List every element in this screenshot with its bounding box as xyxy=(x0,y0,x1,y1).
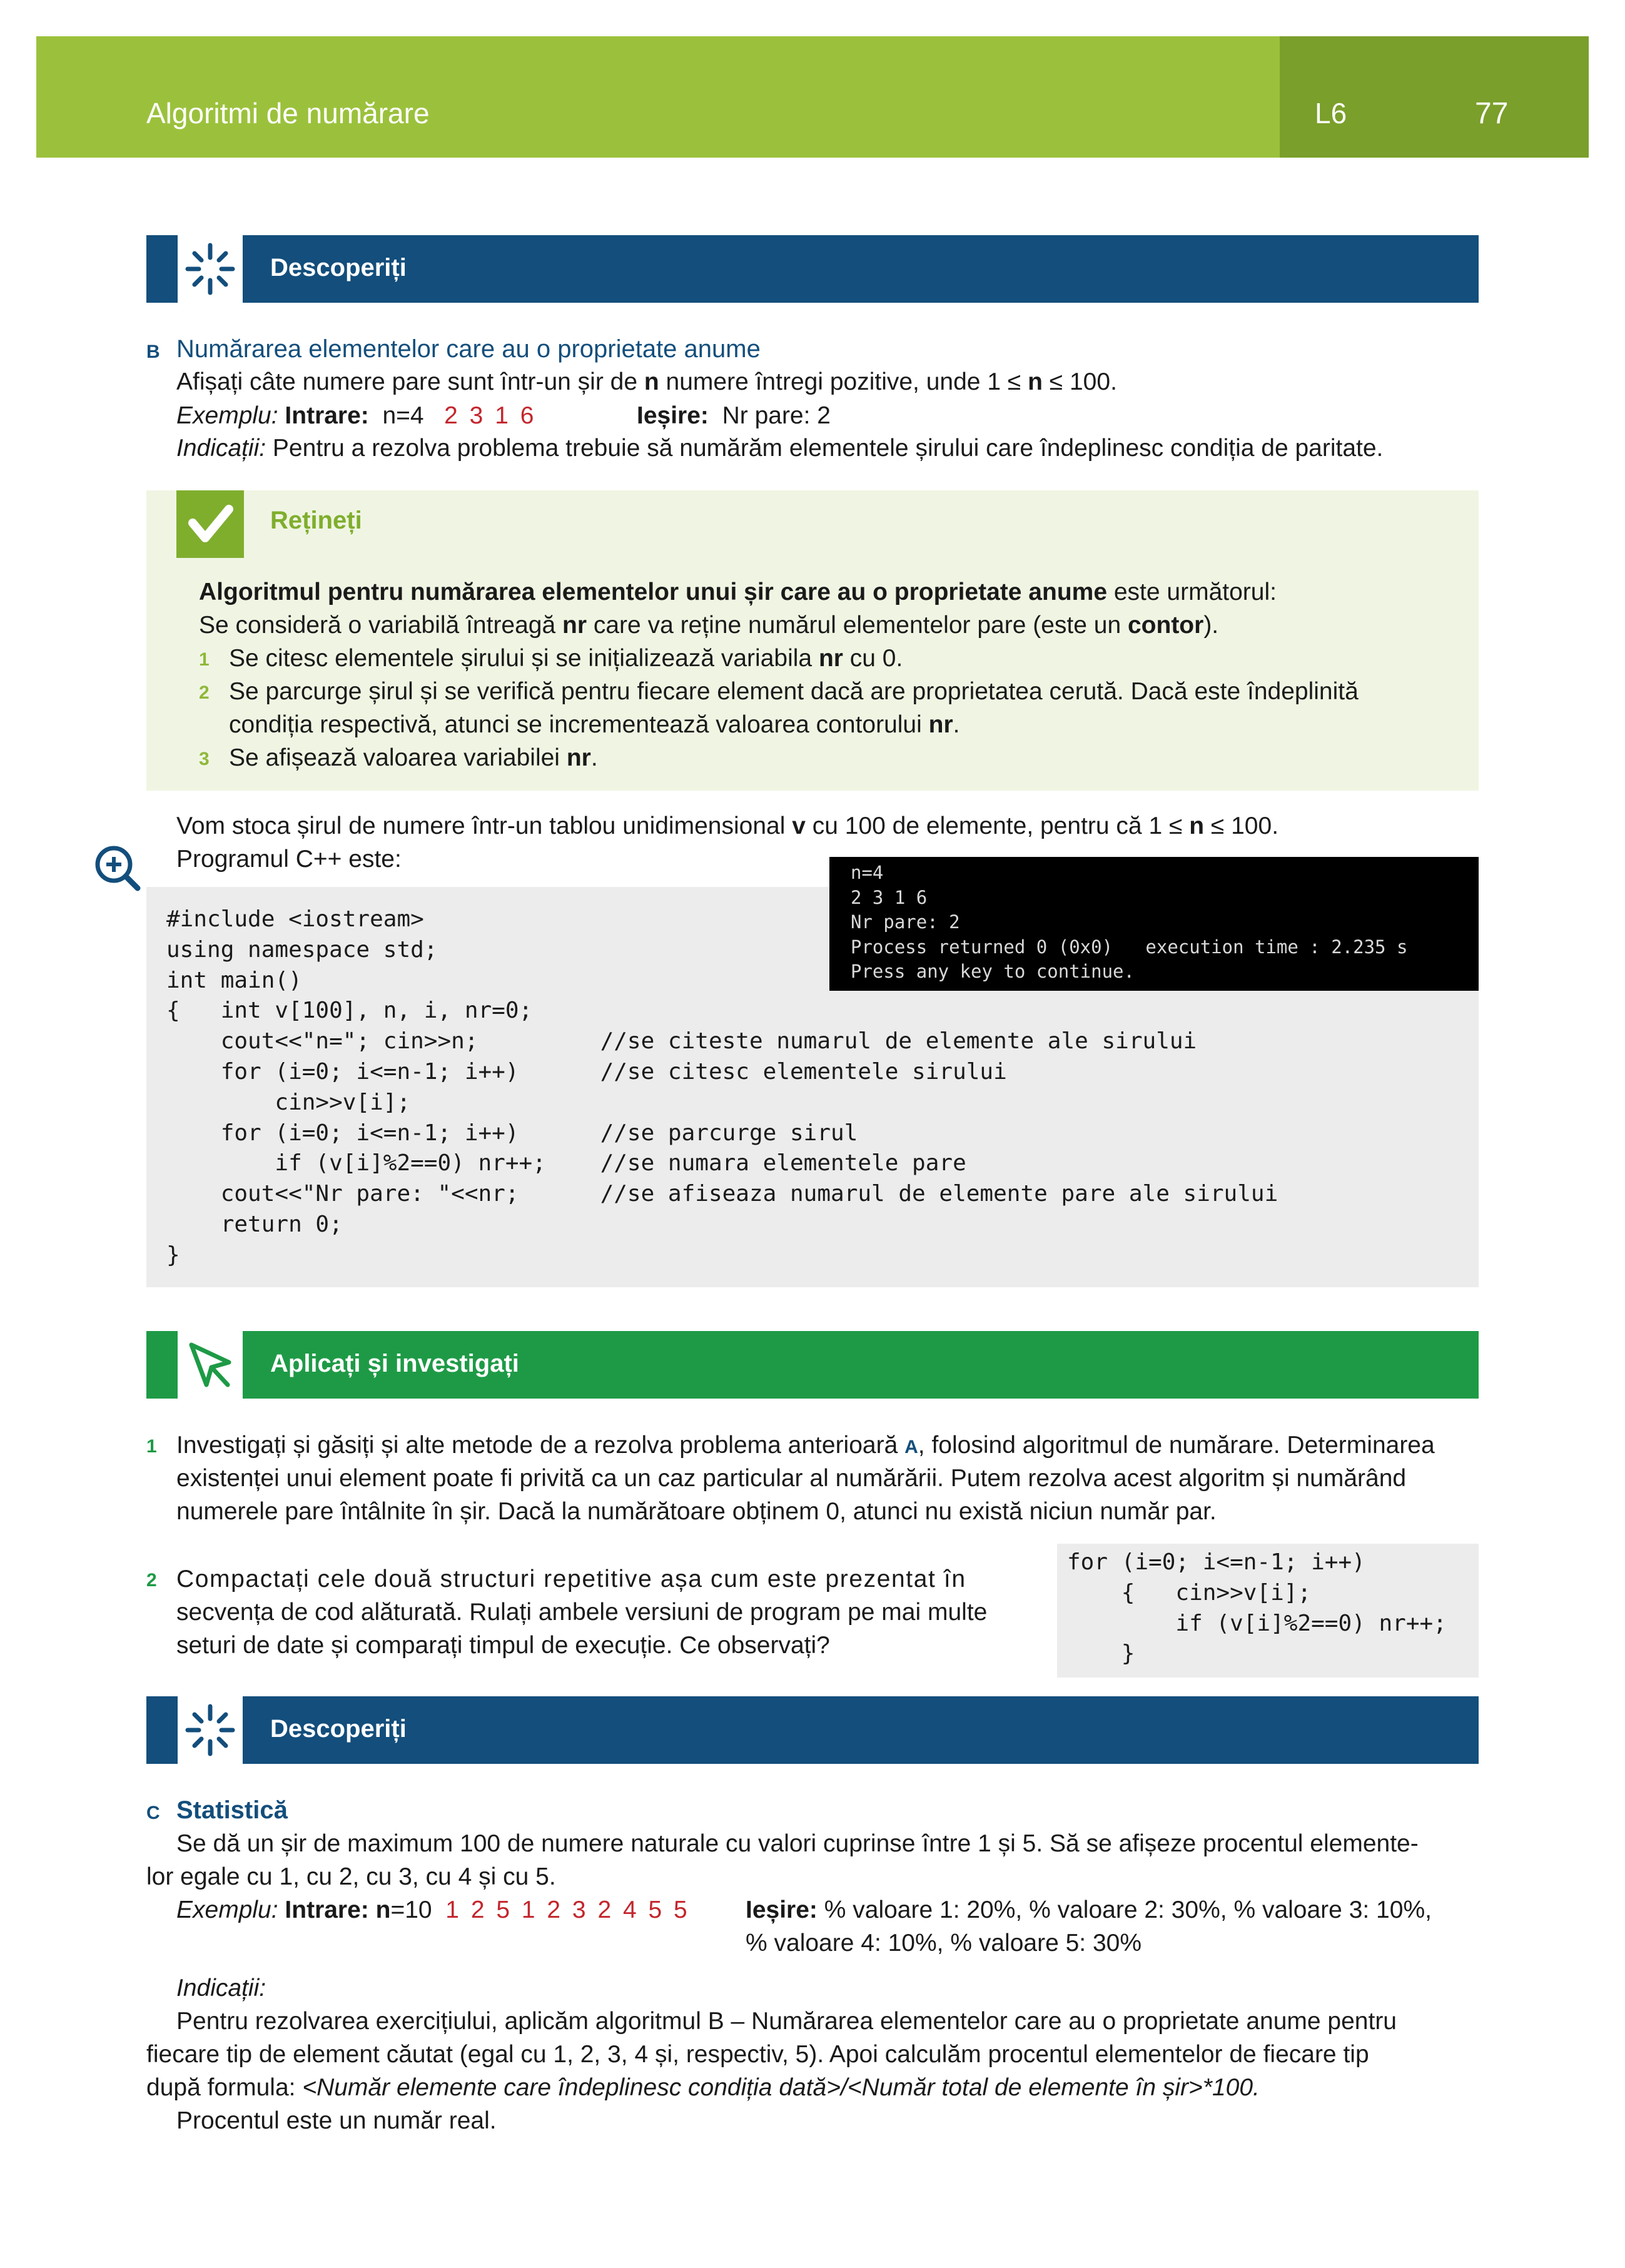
step-number: 1 xyxy=(199,649,210,670)
section-banner-discover xyxy=(146,1696,1479,1764)
cursor-arrow-icon xyxy=(183,1337,240,1394)
hint-line: Indicații: Pentru a rezolva problema trebuie să numărăm elementele șirului care îndeplinesc condiția de paritate. xyxy=(176,435,1384,462)
zoom-in-icon xyxy=(93,843,143,896)
item-number: 2 xyxy=(146,1570,157,1591)
checkmark-icon xyxy=(176,490,244,558)
code-text: #include <iostream> using namespace std; int main() { int v[100], n, i, nr=0; cout<<"n="; cin>>n; //se citeste numarul de elemente ale sirului for (i=0; i<=n-1; i++) //se citesc elementele sirului cin>>v[i]; for (i=0; i<=n-1; i++) //se parcurge sirul if (v[i]%2==0) nr++; //se numara elementele pare cout<<"Nr pare: "<<nr; //se afiseaza numarul de elemente pare ale sirului return 0; } xyxy=(166,906,1278,1268)
part-title: Numărarea elementelor care au o proprietate anume xyxy=(176,335,761,363)
example-output: Ieșire: Nr pare: 2 xyxy=(637,402,831,429)
task-text: lor egale cu 1, cu 2, cu 3, cu 4 și cu 5. xyxy=(146,1863,556,1890)
console-output xyxy=(829,857,1479,991)
section-label: Descoperiți xyxy=(270,1715,407,1743)
hint-text: Procentul este un număr real. xyxy=(176,2107,497,2134)
hint-text: Pentru rezolvarea exercițiului, aplicăm algoritmul B – Numărarea elementelor care au o proprietate anume pentru xyxy=(176,2008,1397,2035)
item-text: seturi de date și comparați timpul de execuție. Ce observați? xyxy=(176,1632,830,1659)
example-line: Exemplu: Intrare: n=4 2 3 1 6 xyxy=(176,402,537,429)
remember-intro: Algoritmul pentru numărarea elementelor unui șir care au o proprietate anume este următorul: xyxy=(199,579,1277,605)
hint-text: fiecare tip de element căutat (egal cu 1, 2, 3, 4 și, respectiv, 5). Apoi calculăm procentul elementelor de fiecare tip xyxy=(146,2041,1369,2068)
example-output: % valoare 4: 10%, % valoare 5: 30% xyxy=(746,1930,1142,1957)
page-number: 77 xyxy=(1475,97,1509,130)
lesson-number: L6 xyxy=(1315,97,1347,129)
part-letter: C xyxy=(146,1803,160,1823)
storage-text: Vom stoca șirul de numere într-un tablou unidimensional v cu 100 de elemente, pentru că 1 ≤ n ≤ 100. xyxy=(176,813,1279,839)
step-text: Se afișează valoarea variabilei nr. xyxy=(229,744,598,771)
sparkle-icon xyxy=(178,1700,243,1760)
task-text: Afișați câte numere pare sunt într-un șir de n numere întregi pozitive, unde 1 ≤ n ≤ 100. xyxy=(176,368,1117,395)
step-text: Se parcurge șirul și se verifică pentru fiecare element dacă are proprietatea cerută. Dacă este îndeplinită xyxy=(229,678,1359,705)
part-letter: B xyxy=(146,342,160,362)
code-compact-text: for (i=0; i<=n-1; i++) { cin>>v[i]; if (v[i]%2==0) nr++; } xyxy=(1067,1549,1447,1667)
step-text: Se citesc elementele șirului și se inițializează variabila nr cu 0. xyxy=(229,645,903,672)
item-text: Compactați cele două structuri repetitive așa cum este prezentat în xyxy=(176,1566,966,1592)
step-number: 3 xyxy=(199,749,210,769)
item-text: numerele pare întâlnite în șir. Dacă la numărătoare obținem 0, atunci nu există niciun număr par. xyxy=(176,1498,1217,1525)
example-line: Exemplu: Intrare: n=10 1 2 5 1 2 3 2 4 5 5 xyxy=(176,1896,690,1923)
hint-formula: după formula: <Număr elemente care îndeplinesc condiția dată>/<Număr total de elemente în șir>*100. xyxy=(146,2074,1260,2101)
section-banner-apply xyxy=(146,1331,1479,1399)
item-text: secvența de cod alăturată. Rulați ambele versiuni de program pe mai multe xyxy=(176,1599,988,1626)
section-label: Aplicați și investigați xyxy=(270,1350,519,1377)
remember-line: Se consideră o variabilă întreagă nr care va reține numărul elementelor pare (este un contor). xyxy=(199,612,1219,639)
console-text: n=4 2 3 1 6 Nr pare: 2 Process returned 0 (0x0) execution time : 2.235 s Press any key to continue. xyxy=(851,862,1408,982)
sparkle-icon xyxy=(178,239,243,299)
task-text: Se dă un șir de maximum 100 de numere naturale cu valori cuprinse între 1 și 5. Să se afișeze procentul elemente- xyxy=(176,1830,1419,1857)
item-number: 1 xyxy=(146,1436,157,1457)
item-text: existenței unui element poate fi privită ca un caz particular al numărării. Putem rezolva acest algoritm și numărând xyxy=(176,1465,1407,1492)
hint-label: Indicații: xyxy=(176,1975,266,2002)
example-output: Ieșire: % valoare 1: 20%, % valoare 2: 30%, % valoare 3: 10%, xyxy=(746,1896,1432,1923)
remember-title: Rețineți xyxy=(270,507,362,534)
program-label: Programul C++ este: xyxy=(176,846,402,873)
step-number: 2 xyxy=(199,682,210,703)
step-text-cont: condiția respectivă, atunci se incrementează valoarea contorului nr. xyxy=(229,711,960,738)
part-title: Statistică xyxy=(176,1796,288,1824)
item-text: Investigați și găsiți și alte metode de a rezolva problema anterioară A, folosind algoritmul de numărare. Determinarea xyxy=(176,1432,1435,1459)
section-banner-discover xyxy=(146,235,1479,303)
chapter-title: Algoritmi de numărare xyxy=(146,97,430,129)
section-label: Descoperiți xyxy=(270,254,407,281)
